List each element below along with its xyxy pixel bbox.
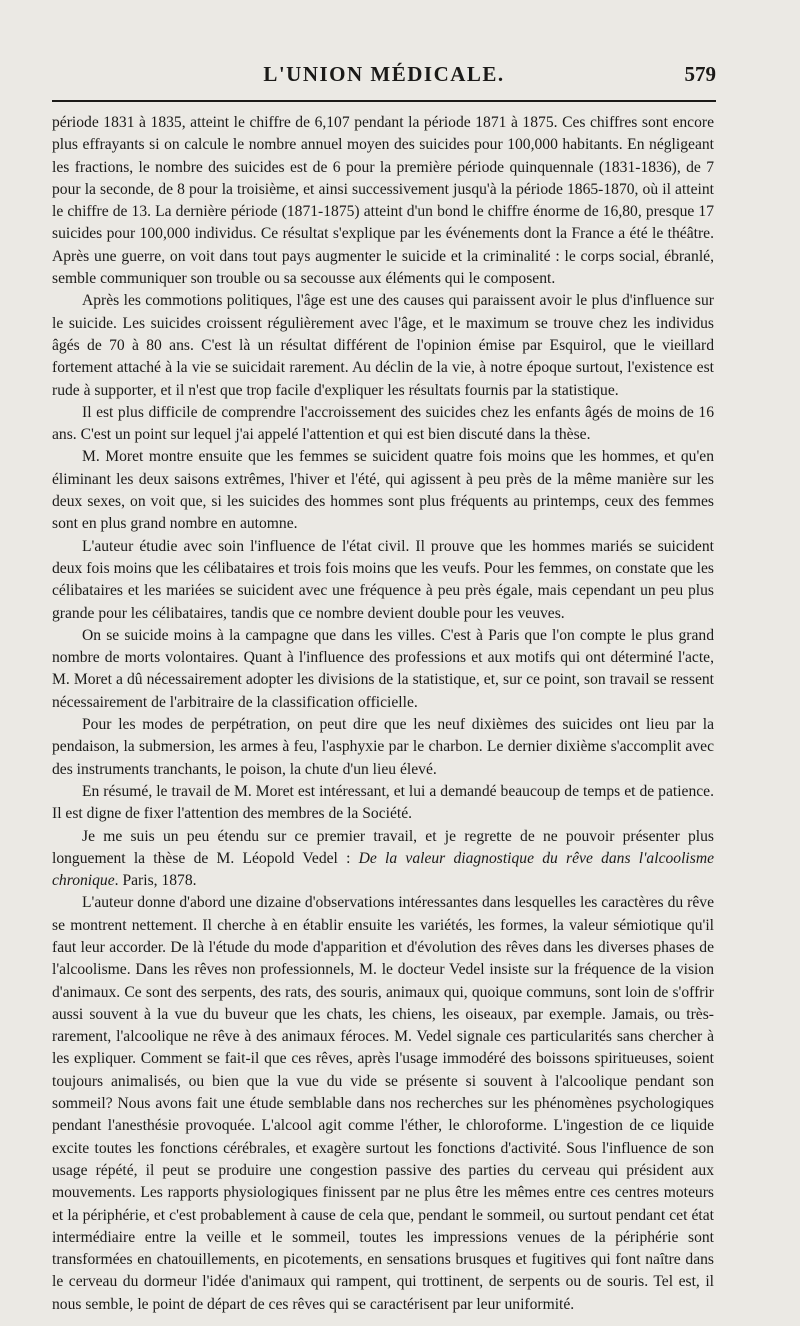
paragraph: Pour les modes de perpétration, on peut dire que les neuf dixièmes des suicides ont lieu par la pendaison, la submersion, les armes à feu, l'asphyxie par le charbon. Le dernier dixième s'accomplit avec des instruments tranchants, le poison, la chute d'un lieu élevé. [52, 716, 714, 778]
thesis-title: De la valeur diagnostique du rêve dans l'alcoolisme chronique [52, 849, 714, 890]
paragraph: Après les commotions politiques, l'âge est une des causes qui paraissent avoir le plus d'influence sur le suicide. Les suicides croissent régulièrement avec l'âge, et le maximum se trouve chez les individus âgés de 70 à 80 ans. C'est là un résultat différent de l'opinion émise par Esquirol, que le vieillard fortement attaché à la vie se suicidait rarement. Au déclin de la vie, à notre époque surtout, l'existence est rude à supporter, et il n'est que trop facile d'expliquer les résultats fournis par la statistique. [52, 292, 714, 399]
paragraph: Il est plus difficile de comprendre l'accroissement des suicides chez les enfants âgés de moins de 16 ans. C'est un point sur lequel j'ai appelé l'attention et qui est bien discuté dans la thèse. [52, 403, 714, 444]
body-text [52, 112, 714, 1316]
thesis-place-year: . Paris, 1878. [114, 872, 197, 890]
paragraph: En résumé, le travail de M. Moret est intéressant, et lui a demandé beaucoup de temps et de patience. Il est digne de fixer l'attention des membres de la Société. [52, 782, 714, 823]
paragraph-vedel-thesis [52, 826, 714, 893]
paragraph: L'auteur étudie avec soin l'influence de l'état civil. Il prouve que les hommes mariés se suicident deux fois moins que les célibataires et trois fois moins que les veufs. Pour les femmes, on constate que les célibataires et les mariées se suicident avec une fréquence à peu près égale, mais cependant un peu plus grande pour les célibataires, tandis que ce nombre devient double pour les veuves. [52, 537, 714, 622]
vedel-intro: Je me suis un peu étendu sur ce premier travail, et je regrette de ne pouvoir présenter plus longuement la thèse de M. Léopold Vedel : [52, 827, 714, 867]
paragraph: M. Moret montre ensuite que les femmes se suicident quatre fois moins que les hommes, et qu'en éliminant les deux saisons extrêmes, l'hiver et l'été, qui agissent à peu près de la même manière sur les deux sexes, on voit que, si les suicides des hommes sont plus fréquents au printemps, ceux des femmes sont en plus grand nombre en automne. [52, 448, 714, 533]
running-header [52, 62, 716, 92]
running-title: L'UNION MÉDICALE. [263, 62, 505, 86]
paragraph: L'auteur donne d'abord une dizaine d'observations intéressantes dans lesquelles les caractères du rêve se montrent nettement. Il cherche à en établir ensuite les variétés, les formes, la valeur sémiotique qu'il faut leur accorder. De là l'étude du mode d'apparition et d'évolution des rêves dans les diverses phases de l'alcoolisme. Dans les rêves non professionnels, M. le docteur Vedel insiste sur la fréquence de la vision d'animaux. Ce sont des serpents, des rats, des souris, animaux qui, quoique communs, sont loin de s'offrir aussi souvent à la vue du buveur que les chats, les chiens, les oiseaux, par exemple. Jamais, ou très-rarement, l'alcoolique ne rêve à des animaux féroces. M. Vedel signale ces particularités sans chercher à les expliquer. Comment se fait-il que ces rêves, après l'usage immodéré des boissons spiritueuses, soient toujours animalisés, ou bien que la vue du vide se présente si souvent à l'alcoolique pendant son sommeil? Nous avons fait une étude semblable dans nos recherches sur les phénomènes psychologiques pendant l'anesthésie provoquée. L'alcool agit comme l'éther, le chloroforme. L'ingestion de ce liquide excite toutes les fonctions cérébrales, et exagère surtout les fonctions d'activité. Sous l'influence de son usage répété, il peut se produire une congestion passive des parties du cerveau qui président aux mouvements. Les rapports physiologiques finissent par ne plus être les mêmes entre ces centres moteurs et la périphérie, et c'est probablement à cause de cela que, pendant le sommeil, ou surtout pendant cet état intermédiaire entre la veille et le sommeil, toutes les impressions venues de la périphérie sont transformées en chatouillements, en picotements, en sensations brusques et fugitives qui font naître dans le cerveau du dormeur l'idée d'animaux qui rampent, qui trottinent, de serpents ou de souris. Tel est, il nous semble, le point de départ de ces rêves qui se caractérisent par leur uniformité. [52, 894, 714, 1313]
page-number: 579 [684, 62, 716, 86]
header-rule [52, 100, 716, 102]
paragraph: période 1831 à 1835, atteint le chiffre de 6,107 pendant la période 1871 à 1875. Ces chiffres sont encore plus effrayants si on calcule le nombre annuel moyen des suicides pour 100,000 habitants. En négligeant les fractions, le nombre des suicides est de 6 pour la première période quinquennale (1831-1836), de 7 pour la seconde, de 8 pour la troisième, et ainsi successivement jusqu'à la période 1865-1870, où il atteint le chiffre de 13. La dernière période (1871-1875) atteint d'un bond le chiffre énorme de 16,80, presque 17 suicides pour 100,000 individus. Ce résultat s'explique par les événements dont la France a été le théâtre. Après une guerre, on voit dans tout pays augmenter le suicide et la criminalité : le corps social, ébranlé, semble communiquer son trouble ou sa secousse aux éléments qui le composent. [52, 114, 714, 288]
paragraph: On se suicide moins à la campagne que dans les villes. C'est à Paris que l'on compte le plus grand nombre de morts volontaires. Quant à l'influence des professions et aux motifs qui ont déterminé l'acte, M. Moret a dû nécessairement adopter les divisions de la statistique, et, sur ce point, son travail se ressent nécessairement de l'arbitraire de la classification officielle. [52, 626, 714, 711]
